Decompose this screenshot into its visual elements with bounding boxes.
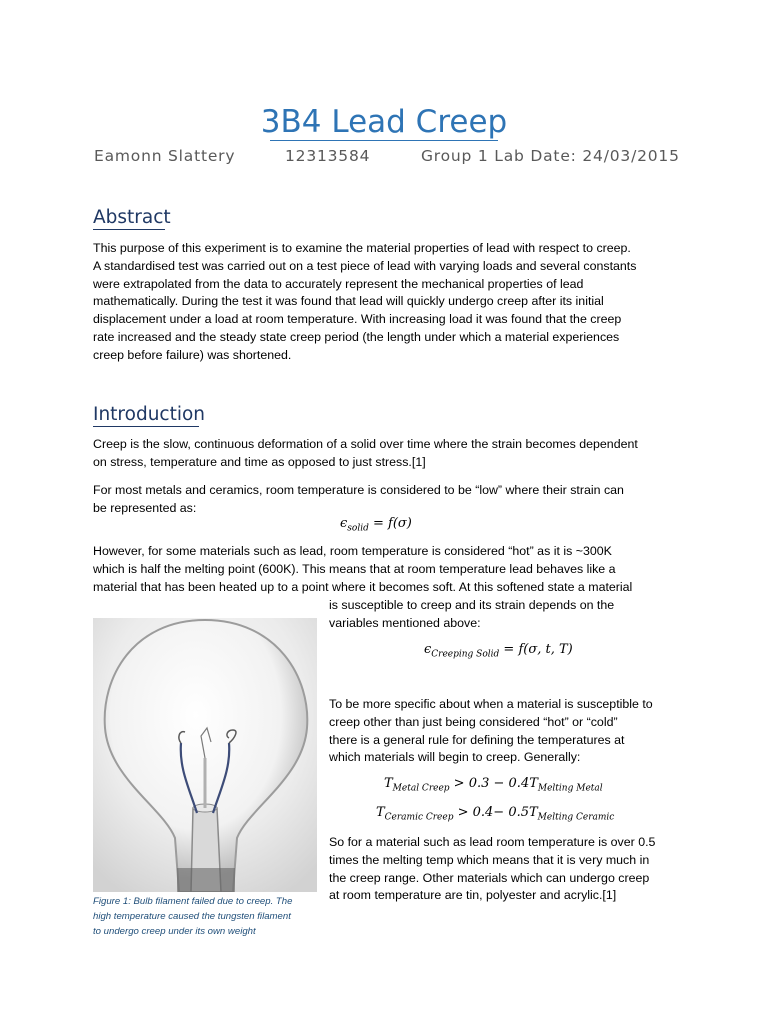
text-line: on stress, temperature and time as opposed to just stress.[1]: [93, 454, 426, 469]
text-line: So for a material such as lead room temperature is over 0.5: [329, 835, 656, 849]
abstract-heading-underline: [93, 229, 165, 230]
intro-paragraph-5: [329, 834, 689, 905]
caption-line: to undergo creep under its own weight: [93, 926, 256, 937]
text-line: is susceptible to creep and its strain depends on the: [329, 598, 615, 612]
introduction-heading: Introduction: [93, 404, 206, 425]
text-line: However, for some materials such as lead, room temperature is considered “hot” as it is ~300K: [93, 544, 612, 558]
text-line: be represented as:: [93, 500, 197, 515]
text-line: material that has been heated up to a point where it becomes soft. At this softened state a material: [93, 579, 633, 594]
text-line: A standardised test was carried out on a test piece of lead with varying loads and several constants: [93, 258, 637, 273]
text-line: rate increased and the steady state creep period (the length under which a material experiences: [93, 329, 620, 344]
intro-paragraph-3: [93, 543, 693, 596]
introduction-heading-underline: [93, 426, 199, 427]
text-line: at room temperature are tin, polyester and acrylic.[1]: [329, 888, 617, 903]
text-line: were extrapolated from the data to accurately represent the mechanical properties of lead: [93, 276, 584, 291]
text-line: creep other than just being considered “hot” or “cold”: [329, 714, 618, 729]
abstract-heading: Abstract: [93, 207, 171, 228]
intro-paragraph-3-continued: [329, 597, 689, 633]
abstract-paragraph: [93, 240, 693, 365]
text-line: displacement under a load at room temperature. With increasing load it was found that the creep: [93, 312, 622, 327]
text-line: which materials will begin to creep. Generally:: [329, 750, 581, 765]
text-line: which is half the melting point (600K). This means that at room temperature lead behaves like a: [93, 561, 616, 576]
text-line: For most metals and ceramics, room temperature is considered to be “low” where their strain can: [93, 483, 624, 497]
author-name: Eamonn Slattery: [94, 147, 236, 165]
text-line: This purpose of this experiment is to examine the material properties of lead with respect to creep.: [93, 241, 631, 255]
text-line: creep before failure) was shortened.: [93, 347, 292, 362]
text-line: variables mentioned above:: [329, 615, 481, 630]
caption-line: Figure 1: Bulb filament failed due to creep. The: [93, 896, 293, 907]
intro-paragraph-2: [93, 482, 693, 518]
caption-line: high temperature caused the tungsten filament: [93, 911, 291, 922]
text-line: the creep range. Other materials which can undergo creep: [329, 870, 650, 885]
equation-solid-strain: $\epsilon_{solid} = f(\sigma)$: [340, 516, 412, 534]
equation-metal-creep: $T_{Metal Creep} > 0.3 - 0.4T_{Melting Metal}$: [384, 776, 603, 794]
text-line: Creep is the slow, continuous deformation of a solid over time where the strain becomes dependent: [93, 437, 638, 451]
equation-ceramic-creep: $T_{Ceramic Creep} > 0.4- 0.5T_{Melting Ceramic}$: [376, 805, 615, 823]
light-bulb-image: [93, 618, 317, 892]
figure-caption: [93, 894, 319, 939]
text-line: mathematically. During the test it was found that lead will quickly undergo creep after its initial: [93, 294, 604, 309]
student-number: 12313584: [285, 147, 371, 165]
bulb-figure: [93, 618, 317, 892]
text-line: To be more specific about when a material is susceptible to: [329, 697, 653, 711]
group-lab-date: Group 1 Lab Date: 24/03/2015: [421, 147, 680, 165]
equation-creeping-solid: $\epsilon_{Creeping Solid} = f(\sigma$, t, T): [424, 642, 573, 660]
text-line: times the melting temp which means that it is very much in: [329, 852, 650, 867]
intro-paragraph-4: [329, 696, 689, 767]
intro-paragraph-1: [93, 436, 693, 472]
text-line: there is a general rule for defining the temperatures at: [329, 732, 625, 747]
document-title: 3B4 Lead Creep: [260, 104, 508, 140]
title-underline: [270, 140, 498, 141]
